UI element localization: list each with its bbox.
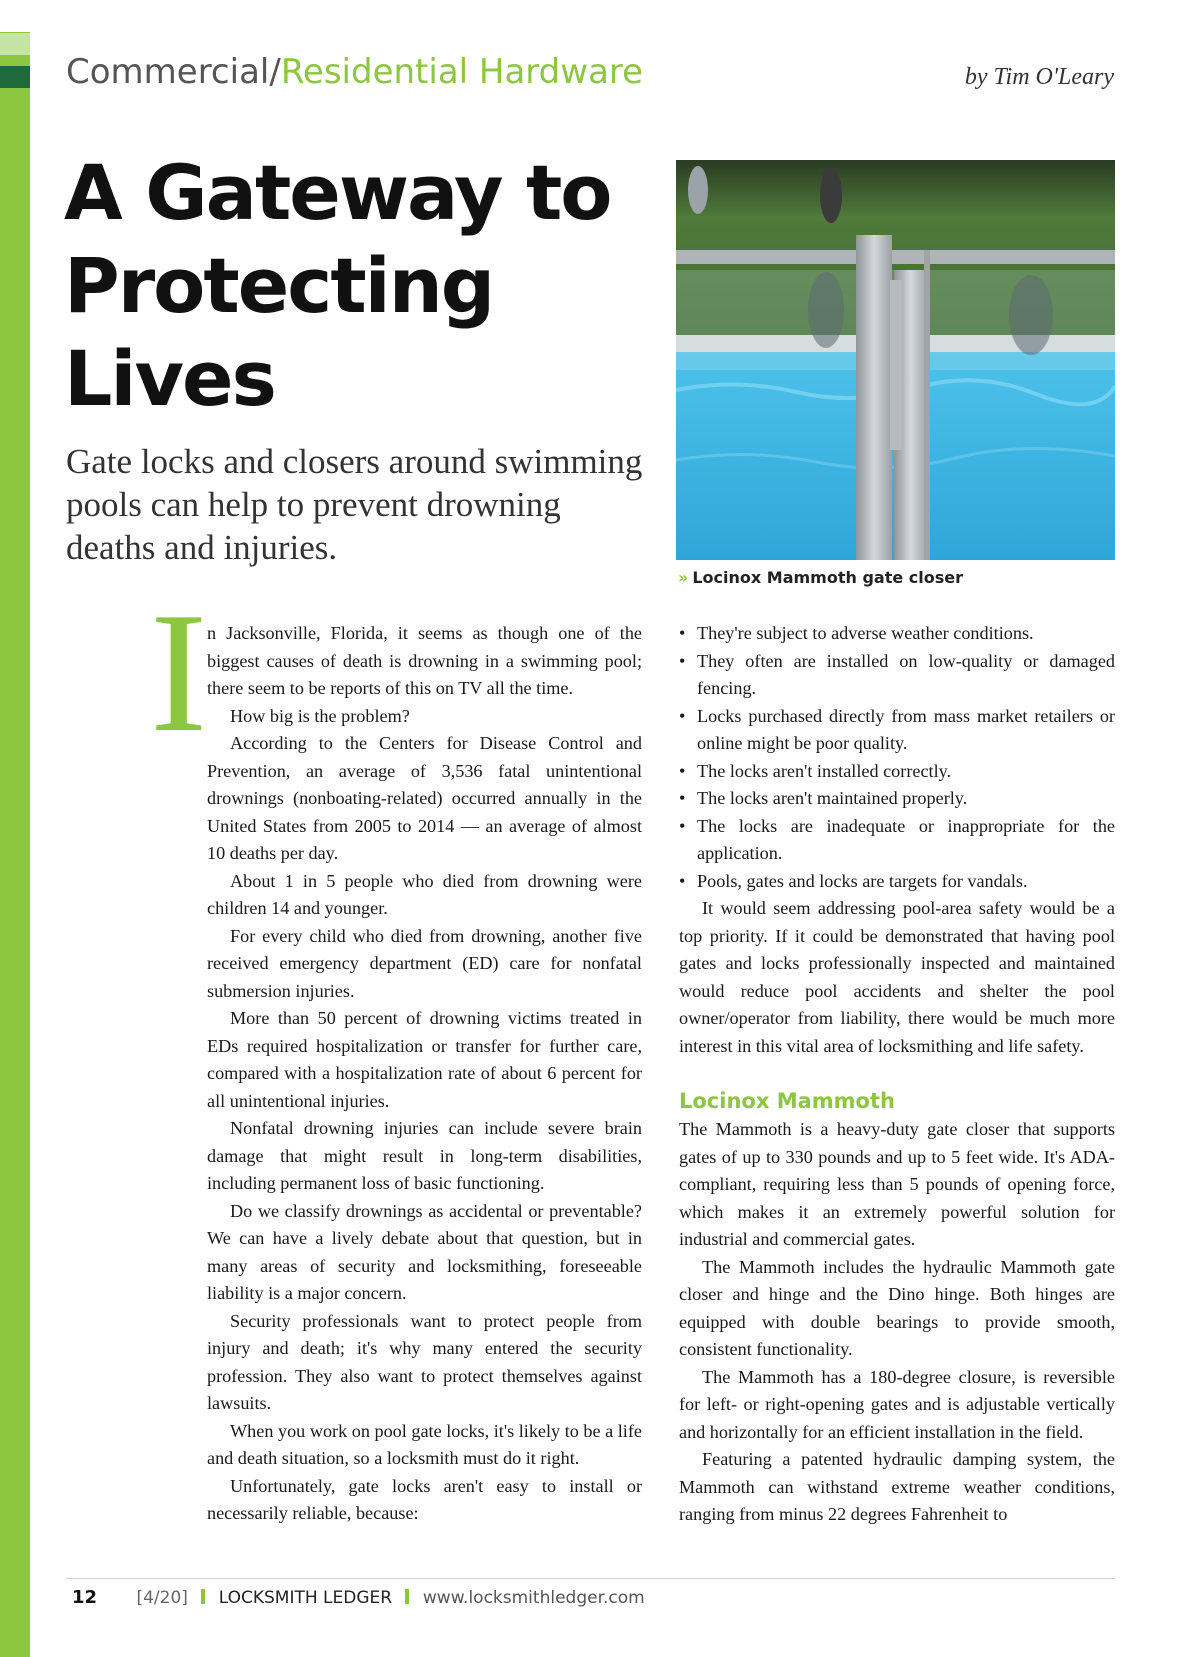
side-bar-notch bbox=[0, 0, 30, 32]
caption-text: Locinox Mammoth gate closer bbox=[692, 568, 963, 587]
body-paragraph: Unfortunately, gate locks aren't easy to install or necessarily reliable, because: bbox=[207, 1475, 642, 1523]
side-accent-bar bbox=[0, 0, 30, 1657]
body-column-right bbox=[679, 620, 1115, 1529]
body-paragraph: The Mammoth includes the hydraulic Mammoth gate closer and hinge and the Dino hinge. Both hinges are equipped with double bearings to provide smooth, consistent functionality. bbox=[679, 1256, 1115, 1359]
body-paragraph: When you work on pool gate locks, it's likely to be a life and death situation, so a locksmith must do it right. bbox=[207, 1420, 642, 1468]
byline: by Tim O'Leary bbox=[964, 64, 1114, 90]
gate-closer-photo bbox=[676, 160, 1115, 560]
list-item: • They often are installed on low-quality or damaged fencing. bbox=[679, 648, 1115, 703]
list-item: • Locks purchased directly from mass market retailers or online might be poor quality. bbox=[679, 703, 1115, 758]
page-number: 12 bbox=[72, 1587, 98, 1608]
subhead-locinox-mammoth: Locinox Mammoth bbox=[679, 1089, 895, 1113]
body-paragraph: According to the Centers for Disease Control and Prevention, an average of 3,536 fatal unintentional drownings (nonboating-related) occurred annually in the United States from 2005 to 2014 — an average of almost 10 deaths per day. bbox=[207, 733, 642, 863]
body-paragraph: n Jacksonville, Florida, it seems as though one of the biggest causes of death is drowning in a swimming pool; there seem to be reports of this on TV all the time. bbox=[207, 623, 642, 698]
body-paragraph: Do we classify drownings as accidental or preventable? We can have a lively debate about that question, but in many areas of security and locksmithing, foreseeable liability is a major concern. bbox=[207, 1200, 642, 1303]
magazine-name: LOCKSMITH LEDGER bbox=[218, 1588, 393, 1608]
section-label-prefix: Commercial/ bbox=[66, 52, 281, 92]
list-item: • The locks aren't installed correctly. bbox=[679, 758, 1115, 786]
body-paragraph: Nonfatal drowning injuries can include severe brain damage that might result in long-term disabilities, including permanent loss of basic functioning. bbox=[207, 1118, 642, 1193]
body-paragraph: How big is the problem? bbox=[230, 705, 410, 726]
caption-chevron-icon: » bbox=[678, 568, 689, 587]
section-label bbox=[66, 52, 643, 92]
body-paragraph: For every child who died from drowning, another five received emergency department (ED) care for nonfatal submersion injuries. bbox=[207, 925, 642, 1001]
footer-separator bbox=[201, 1589, 205, 1604]
list-item: • The locks are inadequate or inappropriate for the application. bbox=[679, 813, 1115, 868]
body-paragraph: Security professionals want to protect people from injury and death; it's why many entered the security profession. They also want to protect themselves against lawsuits. bbox=[207, 1310, 642, 1413]
list-item: • Pools, gates and locks are targets for vandals. bbox=[679, 868, 1115, 896]
body-paragraph: More than 50 percent of drowning victims treated in EDs required hospitalization or transfer for further care, compared with a hospitalization rate of about 6 percent for all unintentional injuries. bbox=[207, 1008, 642, 1111]
page-footer bbox=[72, 1587, 645, 1608]
footer-separator bbox=[405, 1589, 409, 1604]
photo-caption bbox=[678, 568, 963, 587]
list-item: • They're subject to adverse weather conditions. bbox=[679, 620, 1115, 648]
magazine-url[interactable]: www.locksmithledger.com bbox=[422, 1588, 645, 1608]
body-paragraph: The Mammoth is a heavy-duty gate closer that supports gates of up to 330 pounds and up to 5 feet wide. It's ADA-compliant, requiring less than 5 pounds of opening force, which makes it an extremely powerful solution for industrial and commercial gates. bbox=[679, 1119, 1115, 1249]
body-paragraph: About 1 in 5 people who died from drowning were children 14 and younger. bbox=[207, 870, 642, 918]
side-bar-dark-block bbox=[0, 66, 30, 88]
body-paragraph: Featuring a patented hydraulic damping system, the Mammoth can withstand extreme weather conditions, ranging from minus 22 degrees Fahrenheit to bbox=[679, 1449, 1115, 1524]
body-column-left bbox=[207, 620, 642, 1528]
list-item: • The locks aren't maintained properly. bbox=[679, 785, 1115, 813]
section-label-accent: Residential Hardware bbox=[280, 52, 644, 92]
issue-date: [4/20] bbox=[136, 1588, 188, 1608]
article-headline: A Gateway to Protecting Lives bbox=[64, 148, 611, 423]
problem-list bbox=[679, 620, 1115, 895]
drop-cap: I bbox=[150, 578, 208, 768]
body-paragraph: The Mammoth has a 180-degree closure, is reversible for left- or right-opening gates and is adjustable vertically and horizontally for an efficient installation in the field. bbox=[679, 1366, 1115, 1442]
footer-divider bbox=[66, 1578, 1115, 1579]
side-bar-light-block bbox=[0, 33, 30, 55]
article-deck: Gate locks and closers around swimming pools can help to prevent drowning deaths and injuries. bbox=[66, 442, 643, 567]
body-paragraph: It would seem addressing pool-area safety would be a top priority. If it could be demonstrated that having pool gates and locks professionally inspected and maintained would reduce pool accidents and shelter the pool owner/operator from liability, there would be much more interest in this vital area of locksmithing and life safety. bbox=[679, 898, 1115, 1056]
